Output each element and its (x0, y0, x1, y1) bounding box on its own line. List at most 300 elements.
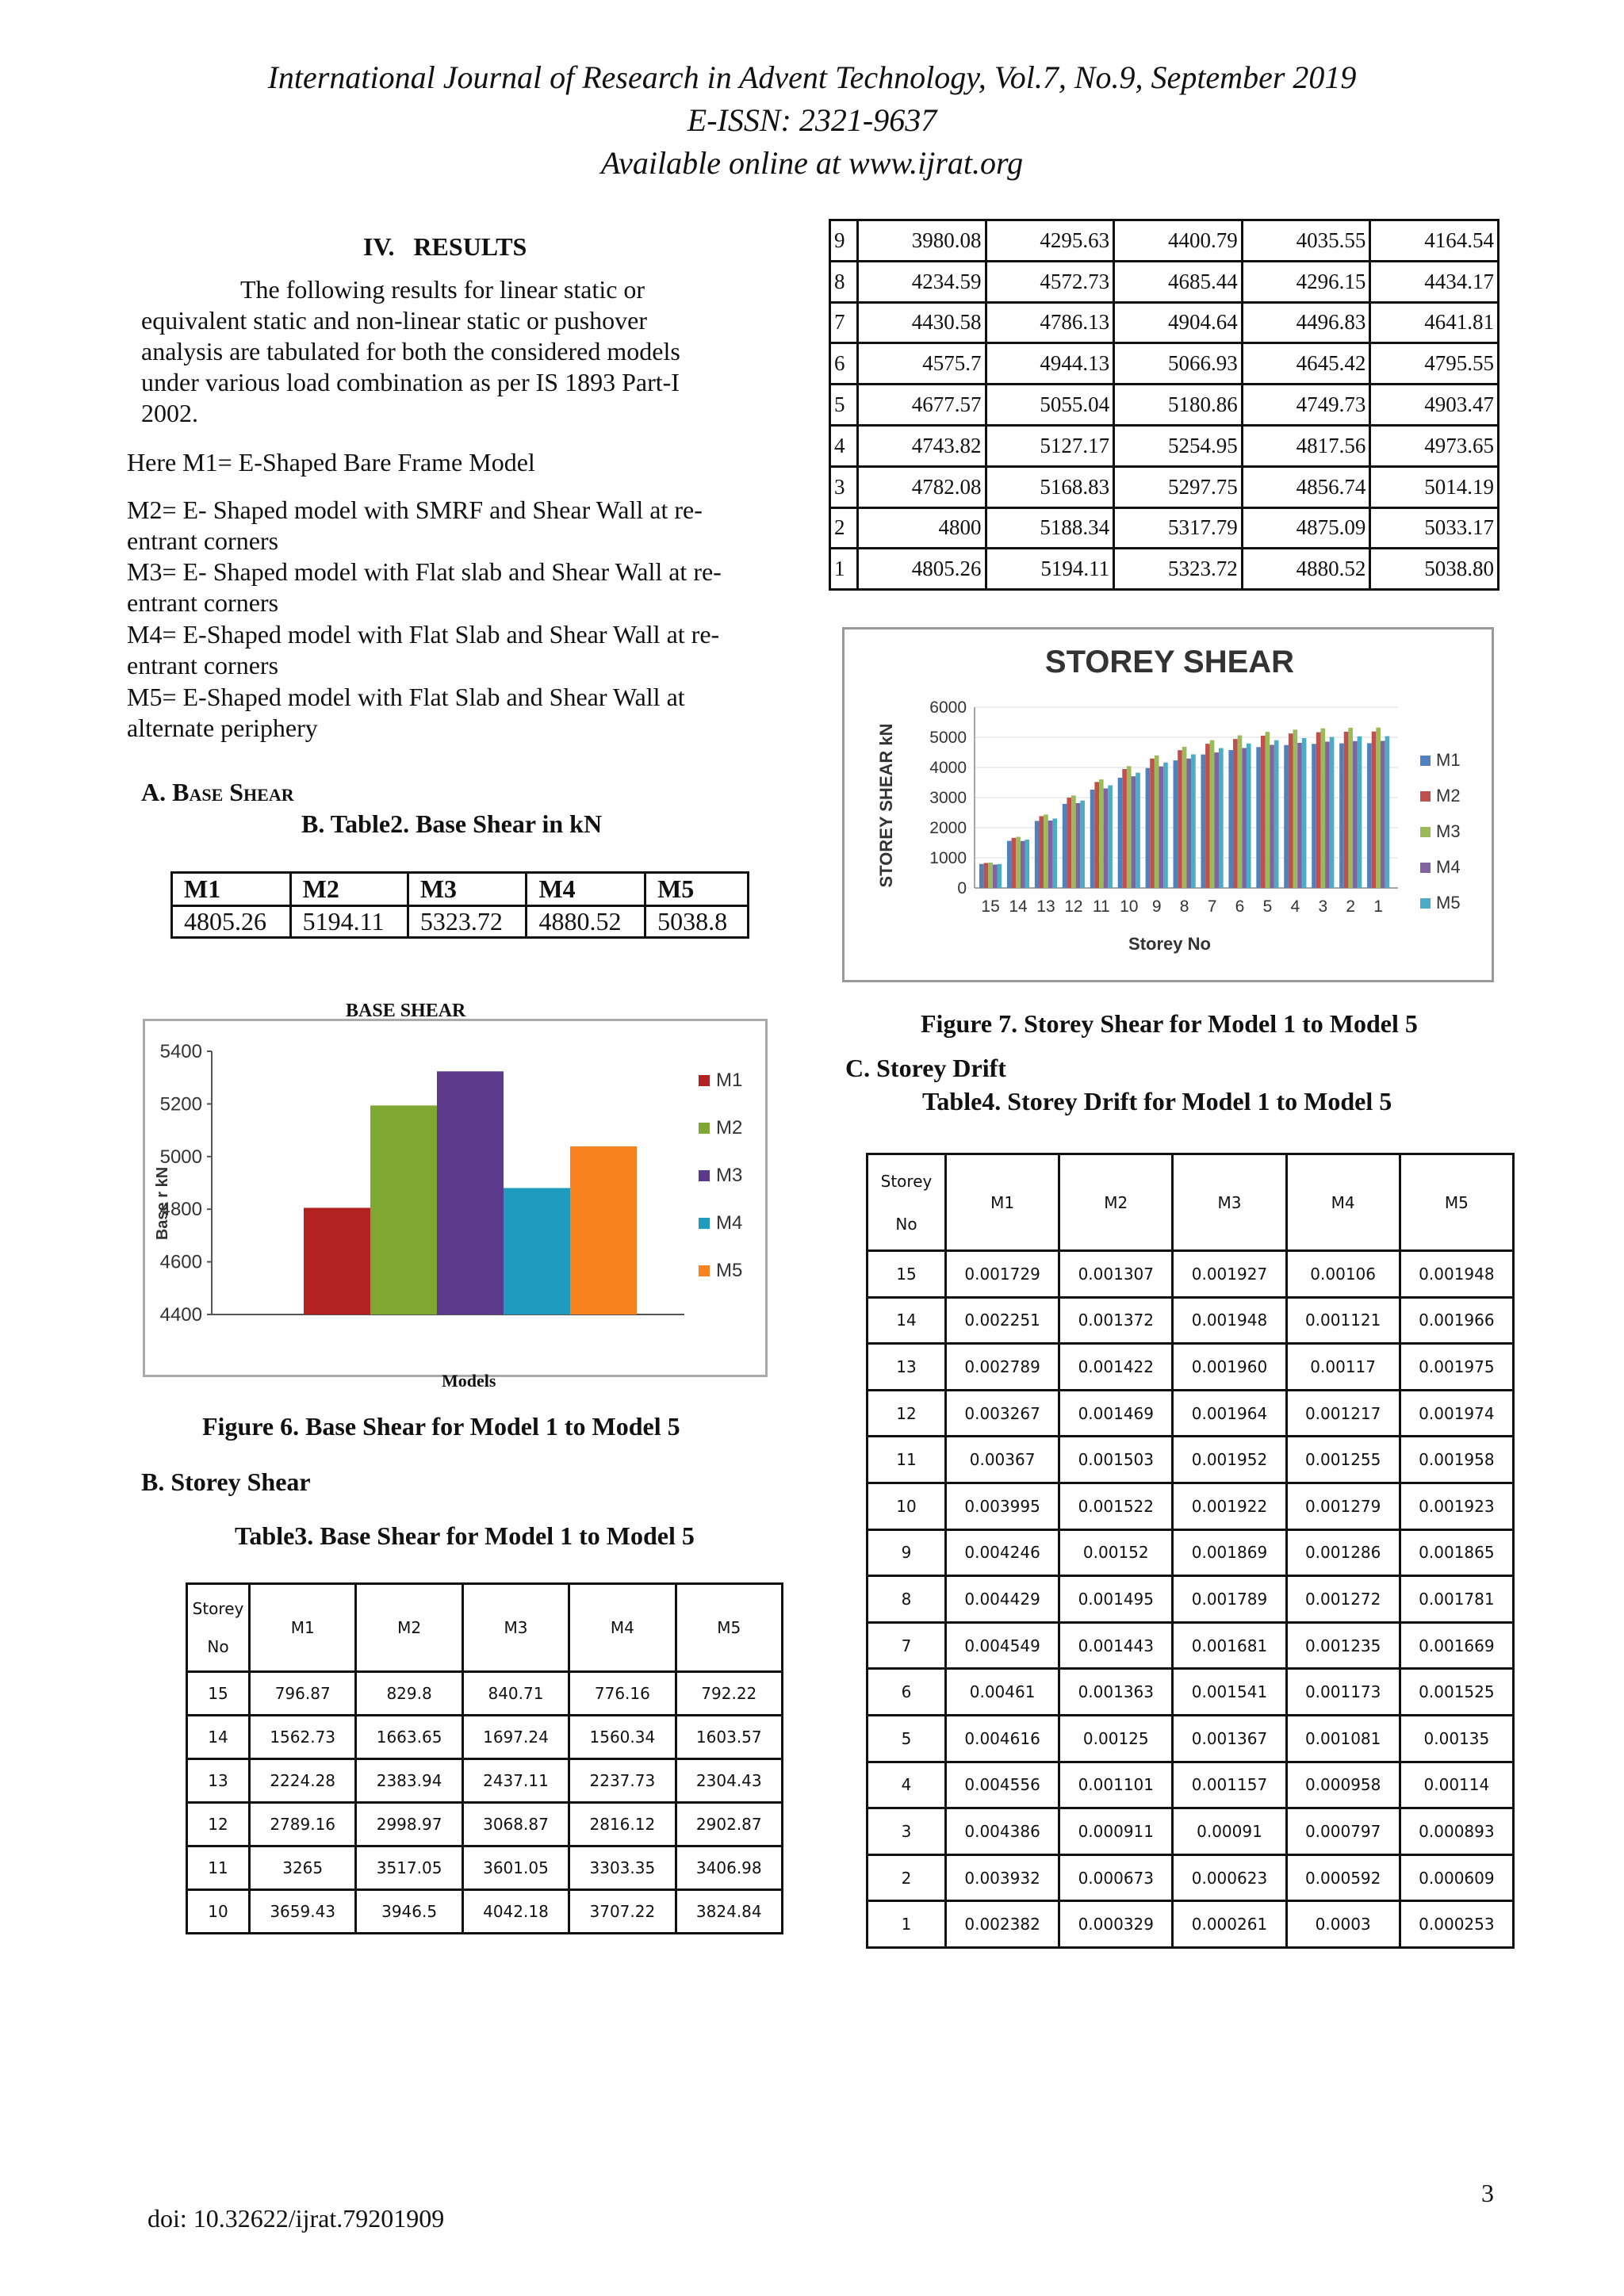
ss-x-tick: 15 (981, 897, 1000, 916)
storey-cell: 7 (830, 302, 858, 343)
table-cell: 2902.87 (676, 1803, 782, 1846)
table-cell: 4430.58 (857, 302, 986, 343)
table-cell: 4296.15 (1242, 261, 1370, 302)
table-cell: 0.00114 (1400, 1762, 1513, 1808)
ss-bar-m1-storey-3 (1312, 744, 1316, 888)
table-cell: 5194.11 (290, 906, 408, 938)
table-row (830, 549, 1499, 590)
bs-bar-m2 (370, 1105, 437, 1314)
table-cell: 4782.08 (857, 466, 986, 507)
table-row (187, 1846, 783, 1890)
table-cell: 1560.34 (569, 1716, 676, 1759)
storey-cell: 11 (868, 1437, 946, 1483)
table-cell: 0.001922 (1173, 1483, 1286, 1529)
table-row (868, 1576, 1514, 1623)
ss-legend-label: M5 (1436, 893, 1461, 913)
table-cell: 0.001681 (1173, 1622, 1286, 1669)
table-cell: 0.000329 (1059, 1901, 1173, 1948)
base-shear-table (170, 871, 749, 939)
table-cell: 5168.83 (986, 466, 1114, 507)
table-cell: 0.003995 (946, 1483, 1059, 1529)
table-cell: 4677.57 (857, 385, 986, 426)
table2-caption: B. Table2. Base Shear in kN (301, 809, 603, 838)
ss-legend-label: M2 (1436, 786, 1461, 806)
storey-cell: 12 (187, 1803, 250, 1846)
table-cell: 0.001522 (1059, 1483, 1173, 1529)
table-cell: 5317.79 (1114, 507, 1243, 549)
ss-x-tick: 3 (1318, 897, 1328, 916)
table-cell: 4645.42 (1242, 343, 1370, 385)
table-cell: 4856.74 (1242, 466, 1370, 507)
bs-bar-m1 (304, 1207, 370, 1314)
table-cell: 0.001503 (1059, 1437, 1173, 1483)
table-cell: 0.000592 (1286, 1854, 1400, 1901)
storey-cell: 5 (830, 385, 858, 426)
table-cell: 4743.82 (857, 425, 986, 466)
storey-cell: 11 (187, 1846, 250, 1890)
ss-bar-m5-storey-7 (1219, 748, 1224, 888)
table-cell: 4805.26 (857, 549, 986, 590)
ss-bar-m4-storey-7 (1214, 752, 1219, 888)
table-cell: 0.001235 (1286, 1622, 1400, 1669)
ss-legend-swatch (1420, 827, 1431, 837)
ss-bar-m5-storey-10 (1136, 773, 1140, 888)
bs-y-tick: 4400 (159, 1304, 202, 1326)
ss-y-tick: 5000 (929, 729, 967, 747)
storey-cell: 8 (868, 1576, 946, 1623)
table-cell: 4496.83 (1242, 302, 1370, 343)
table-cell: 5033.17 (1370, 507, 1499, 549)
table-cell: 0.00135 (1400, 1715, 1513, 1762)
bs-y-tick: 5400 (159, 1041, 202, 1062)
ss-bar-m1-storey-8 (1174, 760, 1178, 888)
table-row (868, 1529, 1514, 1576)
ss-y-label: STOREY SHEAR kN (876, 723, 896, 888)
table-cell: 0.004246 (946, 1529, 1059, 1576)
table-cell: M1 (250, 1584, 356, 1672)
storey-cell: 8 (830, 261, 858, 302)
ss-bar-m2-storey-3 (1316, 733, 1321, 888)
table-cell: 0.001958 (1400, 1437, 1513, 1483)
bs-legend-swatch (699, 1075, 710, 1086)
intro-paragraph: The following results for linear static or equivalent static and non-linear static or pushover analysis are tabulated for both the considered models under various load combination as per IS 1893 Part-I 2002. (141, 275, 680, 427)
storey-cell: 1 (868, 1901, 946, 1948)
ss-bar-m3-storey-4 (1293, 729, 1298, 888)
table-cell: 5254.95 (1114, 425, 1243, 466)
ss-bar-m4-storey-1 (1381, 741, 1385, 888)
ss-bar-m5-storey-11 (1108, 786, 1113, 888)
table-cell: 0.001367 (1173, 1715, 1286, 1762)
model-m1: Here M1= E-Shaped Bare Frame Model (127, 448, 535, 476)
table-cell: 3980.08 (857, 220, 986, 262)
journal-title: International Journal of Research in Advent Technology, Vol.7, No.9, September 2019 (267, 59, 1357, 95)
ss-bar-m3-storey-7 (1210, 740, 1215, 888)
table-cell: 4875.09 (1242, 507, 1370, 549)
ss-x-tick: 9 (1151, 897, 1162, 916)
model-m5: M5= E-Shaped model with Flat Slab and Shear Wall at alternate periphery (127, 683, 685, 742)
ss-bar-m5-storey-6 (1247, 744, 1251, 888)
table-cell: 2998.97 (356, 1803, 462, 1846)
bs-legend-swatch (699, 1218, 710, 1229)
table-row (172, 906, 749, 938)
storey-cell: 9 (868, 1529, 946, 1576)
table-cell: 1603.57 (676, 1716, 782, 1759)
table-cell: 792.22 (676, 1672, 782, 1716)
table-cell: 5055.04 (986, 385, 1114, 426)
ss-bar-m1-storey-2 (1339, 744, 1344, 888)
model-m2: M2= E- Shaped model with SMRF and Shear Wall at re-entrant corners (127, 496, 703, 555)
table-cell: 0.004429 (946, 1576, 1059, 1623)
table-cell: 4904.64 (1114, 302, 1243, 343)
storey-cell: 5 (868, 1715, 946, 1762)
ss-bar-m1-storey-15 (979, 864, 984, 888)
table-row (830, 425, 1499, 466)
storey-cell: 10 (868, 1483, 946, 1529)
table-row (830, 343, 1499, 385)
storey-cell: 6 (868, 1669, 946, 1716)
table-cell: 0.001363 (1059, 1669, 1173, 1716)
table-cell: 5038.80 (1370, 549, 1499, 590)
table-cell: 0.001157 (1173, 1762, 1286, 1808)
table-cell: 0.001279 (1286, 1483, 1400, 1529)
ss-x-tick: 4 (1290, 897, 1300, 916)
ss-bar-m5-storey-5 (1274, 740, 1279, 888)
table-cell: 0.001541 (1173, 1669, 1286, 1716)
ss-legend-swatch (1420, 898, 1431, 909)
table-cell: 3659.43 (250, 1890, 356, 1934)
ss-bar-m1-storey-9 (1146, 768, 1151, 888)
table-row (187, 1890, 783, 1934)
table-cell: 829.8 (356, 1672, 462, 1716)
ss-bar-m5-storey-2 (1358, 737, 1362, 888)
table-cell: 0.001081 (1286, 1715, 1400, 1762)
storey-cell: 4 (830, 425, 858, 466)
table-cell: 0.00091 (1173, 1808, 1286, 1855)
table-row (187, 1716, 783, 1759)
table-cell: 0.001469 (1059, 1390, 1173, 1437)
ss-bar-m4-storey-4 (1297, 743, 1302, 888)
table-cell: 4805.26 (172, 906, 291, 938)
ss-bar-m2-storey-7 (1205, 744, 1210, 888)
table-cell: 5180.86 (1114, 385, 1243, 426)
table-cell: 1697.24 (462, 1716, 569, 1759)
ss-x-label: Storey No (1128, 934, 1211, 954)
ss-bar-m2-storey-4 (1289, 733, 1293, 888)
ss-bar-m4-storey-10 (1132, 776, 1136, 888)
table-cell: 0.001923 (1400, 1483, 1513, 1529)
ss-y-tick: 1000 (929, 849, 967, 867)
table-row (868, 1483, 1514, 1529)
table-cell: 0.001669 (1400, 1622, 1513, 1669)
ss-bar-m2-storey-15 (984, 863, 989, 888)
storey-cell: 3 (868, 1808, 946, 1855)
table-row (868, 1297, 1514, 1344)
table-cell: 0.00106 (1286, 1251, 1400, 1298)
bs-bar-m4 (504, 1188, 570, 1314)
table-cell: 0.003932 (946, 1854, 1059, 1901)
ss-bar-m3-storey-12 (1071, 795, 1076, 888)
table-row (187, 1803, 783, 1846)
table-cell: 0.001964 (1173, 1390, 1286, 1437)
table-cell: 0.000958 (1286, 1762, 1400, 1808)
ss-bar-m3-storey-9 (1155, 756, 1159, 888)
table-cell: M1 (946, 1154, 1059, 1251)
table-row (187, 1759, 783, 1803)
table-cell: 4817.56 (1242, 425, 1370, 466)
table-cell: 0.001960 (1173, 1344, 1286, 1391)
ss-bar-m3-storey-14 (1016, 837, 1021, 888)
table-cell: M2 (290, 873, 408, 906)
storey-no-header: Storey No (868, 1154, 946, 1251)
table-cell: 5323.72 (408, 906, 527, 938)
ss-bar-m1-storey-5 (1256, 747, 1261, 888)
table-cell: 0.00152 (1059, 1529, 1173, 1576)
table-cell: 0.001525 (1400, 1669, 1513, 1716)
storey-cell: 2 (868, 1854, 946, 1901)
table-cell: 0.001927 (1173, 1251, 1286, 1298)
storey-shear-chart (845, 629, 1492, 980)
table-cell: 4786.13 (986, 302, 1114, 343)
ss-bar-m1-storey-10 (1118, 778, 1123, 888)
ss-bar-m2-storey-1 (1372, 732, 1377, 888)
ss-bar-m2-storey-14 (1012, 838, 1017, 888)
ss-bar-m3-storey-3 (1320, 729, 1325, 888)
issn: E-ISSN: 2321-9637 (687, 102, 937, 138)
table-cell: 776.16 (569, 1672, 676, 1716)
bs-y-tick: 4600 (159, 1251, 202, 1273)
bs-legend-label: M4 (716, 1212, 743, 1234)
table-cell: 0.002789 (946, 1344, 1059, 1391)
ss-legend-label: M3 (1436, 821, 1461, 841)
table-cell: 1663.65 (356, 1716, 462, 1759)
table-cell: 1562.73 (250, 1716, 356, 1759)
table-cell: 2383.94 (356, 1759, 462, 1803)
table-cell: 5066.93 (1114, 343, 1243, 385)
table-cell: 4800 (857, 507, 986, 549)
storey-cell: 3 (830, 466, 858, 507)
table-cell: 0.001272 (1286, 1576, 1400, 1623)
ss-x-tick: 8 (1179, 897, 1189, 916)
table-cell: 4572.73 (986, 261, 1114, 302)
storey-shear-chart-frame (842, 627, 1494, 982)
table-cell: 4434.17 (1370, 261, 1499, 302)
bs-legend-label: M3 (716, 1165, 743, 1186)
table4-caption: Table4. Storey Drift for Model 1 to Model 5 (922, 1087, 1392, 1115)
table-row (868, 1251, 1514, 1298)
storey-cell: 2 (830, 507, 858, 549)
ss-bar-m4-storey-9 (1159, 767, 1164, 888)
table-cell: 4641.81 (1370, 302, 1499, 343)
ss-bar-m1-storey-6 (1228, 750, 1233, 888)
table-cell: 4164.54 (1370, 220, 1499, 262)
table-cell: 0.001966 (1400, 1297, 1513, 1344)
table-row (868, 1437, 1514, 1483)
ss-legend-label: M4 (1436, 857, 1461, 877)
base-shear-chart-frame (143, 1019, 768, 1377)
table-cell: 5297.75 (1114, 466, 1243, 507)
table-cell: 0.001948 (1173, 1297, 1286, 1344)
table-cell: 0.001865 (1400, 1529, 1513, 1576)
table-cell: 3068.87 (462, 1803, 569, 1846)
table-cell: 2437.11 (462, 1759, 569, 1803)
table-cell: 3946.5 (356, 1890, 462, 1934)
ss-legend-swatch (1420, 756, 1431, 766)
ss-bar-m2-storey-8 (1178, 750, 1182, 888)
storey-cell: 9 (830, 220, 858, 262)
table-cell: 0.004556 (946, 1762, 1059, 1808)
table-row (868, 1762, 1514, 1808)
table-row (868, 1808, 1514, 1855)
ss-bar-m2-storey-13 (1040, 816, 1044, 888)
ss-x-tick: 5 (1262, 897, 1273, 916)
table-row (830, 302, 1499, 343)
table-cell: 4903.47 (1370, 385, 1499, 426)
table-cell: 0.000609 (1400, 1854, 1513, 1901)
table-cell: 4042.18 (462, 1890, 569, 1934)
storey-cell: 7 (868, 1622, 946, 1669)
table-cell: M4 (569, 1584, 676, 1672)
table-cell: 0.001789 (1173, 1576, 1286, 1623)
ss-legend-label: M1 (1436, 750, 1461, 770)
ss-bar-m1-storey-12 (1063, 804, 1067, 888)
table-cell: 0.001255 (1286, 1437, 1400, 1483)
table-row (830, 385, 1499, 426)
bs-legend-swatch (699, 1170, 710, 1181)
ss-bar-m4-storey-2 (1353, 741, 1358, 888)
table-cell: 0.001286 (1286, 1529, 1400, 1576)
table-cell: M4 (527, 873, 645, 906)
table-cell: 0.002382 (946, 1901, 1059, 1948)
bs-y-tick: 5000 (159, 1146, 202, 1168)
table-cell: 0.001869 (1173, 1529, 1286, 1576)
bs-legend-swatch (699, 1123, 710, 1134)
storey-cell: 15 (868, 1251, 946, 1298)
table-cell: 0.001422 (1059, 1344, 1173, 1391)
table-cell: 0.000673 (1059, 1854, 1173, 1901)
table-cell: 840.71 (462, 1672, 569, 1716)
figure7-caption: Figure 7. Storey Shear for Model 1 to Model 5 (921, 1009, 1418, 1038)
table-cell: 3406.98 (676, 1846, 782, 1890)
table-cell: 0.0003 (1286, 1901, 1400, 1948)
ss-x-tick: 1 (1373, 897, 1383, 916)
ss-bar-m2-storey-5 (1261, 736, 1266, 888)
doi: doi: 10.32622/ijrat.79201909 (147, 2204, 445, 2233)
bs-legend-label: M2 (716, 1117, 743, 1138)
ss-bar-m5-storey-8 (1191, 755, 1196, 888)
ss-x-tick: 13 (1036, 897, 1055, 916)
table-row (830, 261, 1499, 302)
storey-cell: 13 (868, 1344, 946, 1391)
table-cell: 0.001372 (1059, 1297, 1173, 1344)
base-shear-chart (145, 1021, 765, 1375)
ss-legend-swatch (1420, 863, 1431, 873)
table-row (868, 1344, 1514, 1391)
storey-drift-heading: C. Storey Drift (845, 1054, 1006, 1082)
table-cell: 0.001948 (1400, 1251, 1513, 1298)
ss-bar-m5-storey-13 (1052, 818, 1057, 888)
ss-bar-m5-storey-1 (1385, 737, 1390, 888)
table-cell: M2 (356, 1584, 462, 1672)
table-cell: 0.004616 (946, 1715, 1059, 1762)
figure6-caption: Figure 6. Base Shear for Model 1 to Model 5 (202, 1412, 680, 1441)
ss-y-tick: 6000 (929, 698, 967, 717)
model-m4: M4= E-Shaped model with Flat Slab and Shear Wall at re-entrant corners (127, 620, 720, 679)
storey-cell: 14 (187, 1716, 250, 1759)
table-cell: 0.001974 (1400, 1390, 1513, 1437)
table-cell: 0.004386 (946, 1808, 1059, 1855)
ss-bar-m3-storey-10 (1127, 766, 1132, 888)
table-cell: 4944.13 (986, 343, 1114, 385)
table-cell: 0.001173 (1286, 1669, 1400, 1716)
table-cell: 2237.73 (569, 1759, 676, 1803)
table-cell: 0.000911 (1059, 1808, 1173, 1855)
ss-bar-m3-storey-6 (1238, 735, 1243, 888)
storey-cell: 10 (187, 1890, 250, 1934)
ss-bar-m5-storey-12 (1080, 801, 1085, 888)
bs-legend-swatch (699, 1265, 710, 1276)
table-row (868, 1622, 1514, 1669)
storey-cell: 12 (868, 1390, 946, 1437)
table-cell: 4880.52 (527, 906, 645, 938)
table-cell: 796.87 (250, 1672, 356, 1716)
ss-x-tick: 10 (1120, 897, 1139, 916)
table-cell: 3824.84 (676, 1890, 782, 1934)
table-cell: 4035.55 (1242, 220, 1370, 262)
ss-bar-m3-storey-1 (1376, 728, 1381, 888)
ss-bar-m5-storey-15 (998, 864, 1002, 888)
sub-a-heading: A. Base Shear (141, 778, 294, 806)
ss-bar-m5-storey-4 (1302, 738, 1307, 888)
table-cell: M3 (408, 873, 527, 906)
table-cell: 5038.8 (645, 906, 749, 938)
ss-bar-m4-storey-3 (1325, 741, 1330, 888)
bs-bar-m5 (570, 1146, 637, 1314)
ss-bar-m4-storey-8 (1186, 759, 1191, 888)
table-row (868, 1715, 1514, 1762)
table-row (868, 1669, 1514, 1716)
table-cell: 0.001101 (1059, 1762, 1173, 1808)
table-cell: 0.000253 (1400, 1901, 1513, 1948)
table-cell: 4234.59 (857, 261, 986, 302)
table-header-row (172, 873, 749, 906)
table-cell: 0.000261 (1173, 1901, 1286, 1948)
table-cell: 2304.43 (676, 1759, 782, 1803)
table-cell: 0.001952 (1173, 1437, 1286, 1483)
table-cell: 2224.28 (250, 1759, 356, 1803)
ss-x-tick: 2 (1346, 897, 1356, 916)
table-cell: M3 (462, 1584, 569, 1672)
storey-shear-heading: B. Storey Shear (141, 1468, 311, 1496)
ss-y-tick: 0 (957, 879, 967, 897)
table-row (868, 1901, 1514, 1948)
table-cell: 3303.35 (569, 1846, 676, 1890)
ss-bar-m3-storey-5 (1266, 732, 1270, 888)
ss-bar-m4-storey-12 (1076, 803, 1081, 888)
ss-bar-m1-storey-11 (1090, 790, 1095, 888)
table3-caption: Table3. Base Shear for Model 1 to Model 5 (235, 1521, 695, 1550)
table-row (830, 466, 1499, 507)
table-cell: 3517.05 (356, 1846, 462, 1890)
ss-x-tick: 7 (1207, 897, 1217, 916)
ss-legend-swatch (1420, 791, 1431, 802)
ss-bar-m1-storey-1 (1367, 743, 1372, 888)
bs-chart-title: BASE SHEAR (346, 1001, 466, 1021)
ss-chart-title: STOREY SHEAR (1044, 645, 1295, 679)
bs-legend-label: M5 (716, 1260, 743, 1281)
ss-bar-m5-storey-3 (1330, 737, 1335, 888)
ss-bar-m1-storey-7 (1201, 755, 1205, 888)
ss-bar-m3-storey-11 (1099, 779, 1104, 888)
